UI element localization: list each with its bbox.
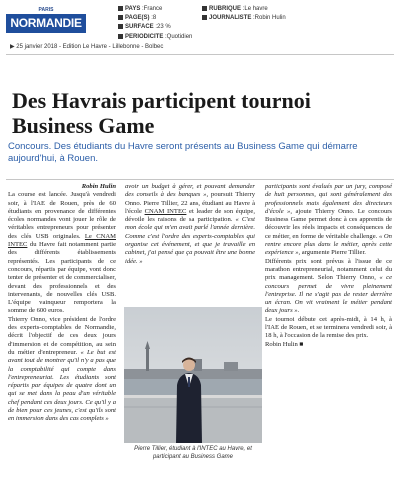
- header-divider: [6, 54, 394, 55]
- meta-right: [202, 5, 286, 23]
- meta-row: JOURNALISTE :Robin Hulin: [202, 14, 286, 23]
- newspaper-logo: [6, 6, 86, 35]
- photo-student-harbor: [124, 307, 262, 443]
- column-1: [8, 183, 116, 424]
- byline: Robin Hulin: [81, 183, 116, 190]
- logo-top-text: PARIS: [6, 6, 86, 14]
- bullet-square-icon: [202, 15, 207, 20]
- paragraph: avoir un budget à gérer, et pouvant demander des conseils à des banques », poursuit Thierry Onno. Pierre Tillier, 22 ans, étudiant au Havre à l'école CNAM INTEC et leader de son équipe, dévoile les raisons de sa participation. « C'est mon école qui m'en avait parlé l'année dernière. Comme c'est l'ordre des experts-comptables qui organise cet événement, et que je travaille en cabinet, j'ai pensé que ça pouvait être une bonne idée. »: [125, 183, 255, 265]
- article-photo: [124, 307, 262, 443]
- arrow-icon: ▶: [10, 44, 15, 50]
- meta-row: RUBRIQUE :Le havre: [202, 5, 286, 14]
- meta-row: PAYS :France: [118, 5, 192, 14]
- bullet-square-icon: [118, 15, 123, 20]
- meta-row: PERIODICITE :Quotidien: [118, 33, 192, 42]
- paragraph: Thierry Onno, vice président de l'ordre des experts-comptables de Normandie, décrit l'objectif de ces deux jours d'immersion et de compétition, au sein du métier d'entrepreneur. « Le but est avant tout de montrer qu'il n'y a pas que la comptabilité qui compte dans l'entrepreneuriat. Les étudiants sont répartis par équipes de quatre dont un qui se met dans la peau d'un véritable chef pendant ces deux jours. Ce qu'il y a de bien pour ces jeunes, c'est qu'ils sont en immersion dans des cas complets »: [8, 315, 116, 423]
- paragraph: Le tournoi débute cet après-midi, à 14 h, à l'IAE de Rouen, et se terminera vendredi soir, à 18 h, à l'occasion de la remise des prix.: [265, 315, 392, 340]
- photo-caption: Pierre Tillier, étudiant à l'INTEC au Havre, et participant au Business Game: [134, 446, 252, 460]
- paragraph: participants sont évalués par un jury, composé de huit personnes, qui sont généralement des professionnels mais également des directeurs d'école », ajoute Thierry Onno. Le concours Business Game permet donc à ces apprentis de découvrir les réels impacts et conséquences de ce métier, en forme de véritable challenge. « On rentre encore plus dans le métier, après cette expérience », argumente Pierre Tillier.: [265, 183, 393, 257]
- signature: Robin Hulin ■: [265, 340, 304, 348]
- meta-row: PAGE(S) :8: [118, 14, 192, 23]
- column-2: [125, 183, 255, 266]
- logo-name: NORMANDIE: [6, 14, 86, 33]
- bullet-square-icon: [202, 6, 207, 11]
- paragraph: Différents prix sont prévus à l'issue de ce marathon entrepreneurial, notamment celui du prix management. Selon Thierry Onno, « ce concours permet de vivre pleinement l'entreprise. Il ne s'agit pas de rester derrière un écran. On vit vraiment le métier pendant deux jours ».: [265, 257, 392, 315]
- article-title: Des Havrais participent tournoi Business Game: [12, 88, 311, 138]
- dateline-text: 25 janvier 2018 - Edition Le Havre - Lillebonne - Bolbec: [16, 44, 164, 50]
- meta-left: [118, 5, 192, 42]
- bullet-square-icon: [118, 24, 123, 29]
- bullet-square-icon: [118, 34, 123, 39]
- column-3: [265, 183, 392, 349]
- dateline: [10, 43, 163, 50]
- link-cnam-intec[interactable]: Le CNAM INTEC: [8, 232, 116, 249]
- paragraph: La course est lancée. Jusqu'à vendredi soir, à l'IAE de Rouen, près de 60 étudiants en provenance de différentes écoles normandes vont jouer le rôle de véritables entrepreneurs pour présenter des clés USB originales. Le CNAM INTEC du Havre fait notamment partie des différents établissements représentés. Les participants de ce concours, répartis par équipe, vont donc tenter de présenter et de commercialiser, devant des professionnels et des intervenants, de nouvelles clés USB. L'équipe vainqueur remportera la somme de 600 euros.: [8, 191, 116, 315]
- link-cnam-intec[interactable]: CNAM INTEC: [144, 207, 187, 215]
- article-lead: Concours. Des étudiants du Havre seront présents au Business Game qui démarre aujourd'hui, à Rouen.: [8, 141, 358, 164]
- bullet-square-icon: [118, 6, 123, 11]
- lead-divider: [6, 179, 394, 180]
- meta-row: SURFACE :23 %: [118, 23, 192, 32]
